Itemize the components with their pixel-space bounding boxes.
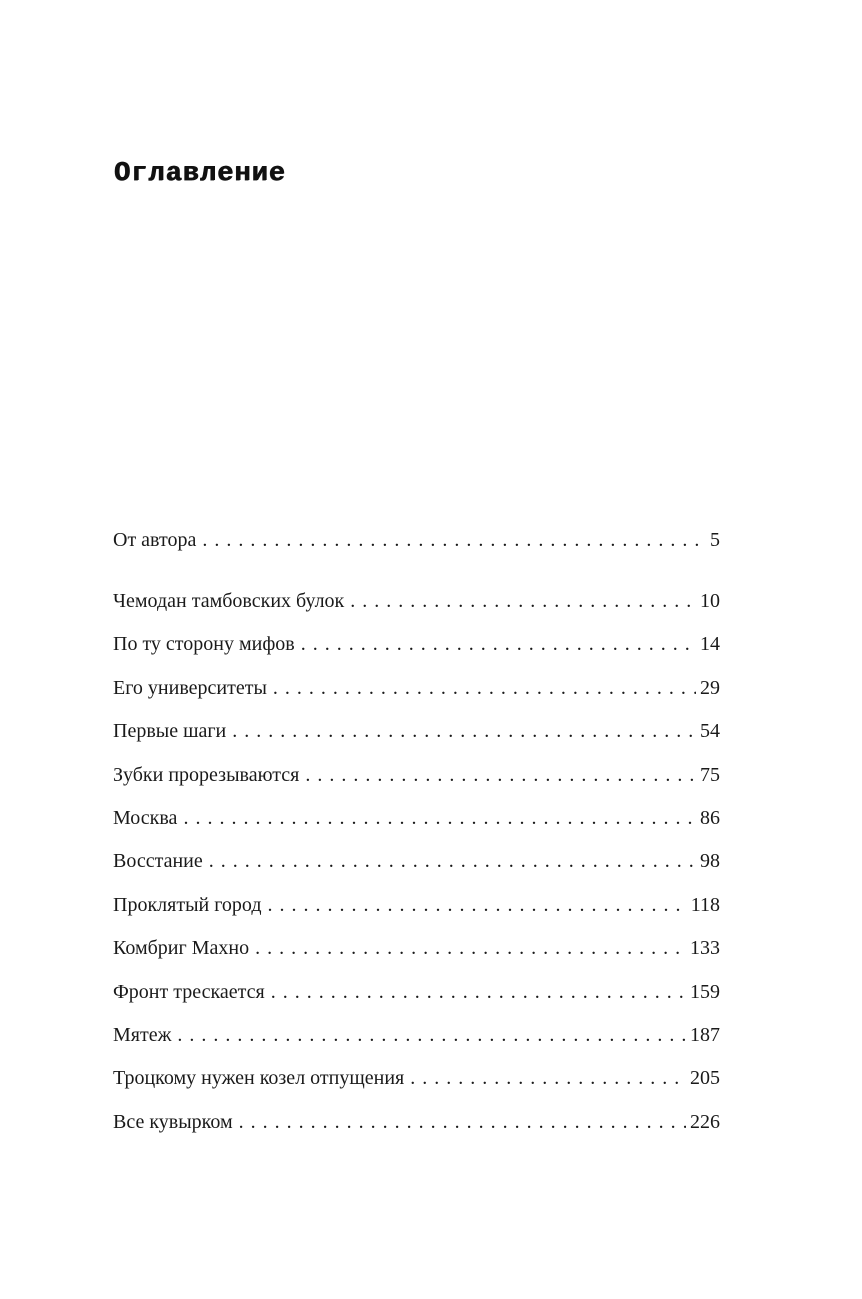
toc-entry-title: Первые шаги <box>113 720 227 743</box>
toc-entry-title: Комбриг Махно <box>113 937 250 960</box>
toc-entry <box>113 1104 720 1140</box>
table-of-contents <box>113 522 720 1147</box>
toc-entry <box>113 670 720 706</box>
toc-entry <box>113 626 720 662</box>
toc-entry <box>113 1017 720 1053</box>
toc-entry-title: Восстание <box>113 850 203 873</box>
toc-dot-leader <box>410 1060 686 1096</box>
toc-entry <box>113 583 720 619</box>
toc-entry-page: 98 <box>700 850 720 873</box>
toc-entry-title: Его университеты <box>113 676 267 699</box>
toc-entry <box>113 887 720 923</box>
toc-entry-page: 29 <box>700 676 720 699</box>
toc-entry-page: 14 <box>700 633 720 656</box>
toc-entry <box>113 522 720 558</box>
toc-dot-leader <box>232 713 696 749</box>
toc-entry-title: Мятеж <box>113 1023 172 1046</box>
toc-dot-leader <box>209 843 696 879</box>
toc-entry <box>113 930 720 966</box>
toc-entry-page: 187 <box>690 1023 720 1046</box>
toc-entry-page: 205 <box>690 1067 720 1090</box>
toc-entry-page: 75 <box>700 763 720 786</box>
toc-entry-title: По ту сторону мифов <box>113 633 295 656</box>
toc-entry-title: Все кувырком <box>113 1110 233 1133</box>
toc-dot-leader <box>350 583 696 619</box>
toc-dot-leader <box>273 670 696 706</box>
toc-dot-leader <box>305 757 696 793</box>
toc-entry-page: 10 <box>700 590 720 612</box>
toc-entry-page: 159 <box>690 980 720 1003</box>
toc-dot-leader <box>271 974 686 1010</box>
toc-dot-leader <box>202 522 706 558</box>
toc-dot-leader <box>177 1017 686 1053</box>
toc-entry-title: От автора <box>113 529 197 551</box>
toc-entry-page: 5 <box>710 529 720 551</box>
toc-entry <box>113 1060 720 1096</box>
toc-dot-leader <box>255 930 686 966</box>
toc-entry-page: 133 <box>690 937 720 960</box>
toc-entry-page: 54 <box>700 720 720 743</box>
toc-entry <box>113 843 720 879</box>
toc-dot-leader <box>183 800 696 836</box>
toc-entry-title: Москва <box>113 806 178 829</box>
toc-entry-title: Троцкому нужен козел отпущения <box>113 1067 405 1090</box>
toc-dot-leader <box>239 1104 686 1140</box>
toc-entry-page: 226 <box>690 1110 720 1133</box>
toc-entry <box>113 974 720 1010</box>
toc-entry <box>113 713 720 749</box>
toc-entry <box>113 800 720 836</box>
toc-entry-title: Чемодан тамбовских булок <box>113 590 345 612</box>
toc-entry-page: 118 <box>690 893 720 916</box>
toc-entry-title: Проклятый город <box>113 893 262 916</box>
toc-entry-title: Зубки прорезываются <box>113 763 300 786</box>
toc-entry <box>113 757 720 793</box>
toc-entry-title: Фронт трескается <box>113 980 265 1003</box>
toc-dot-leader <box>301 626 696 662</box>
toc-dot-leader <box>268 887 687 923</box>
page-title: Оглавление <box>114 159 287 189</box>
toc-entry-page: 86 <box>700 806 720 829</box>
